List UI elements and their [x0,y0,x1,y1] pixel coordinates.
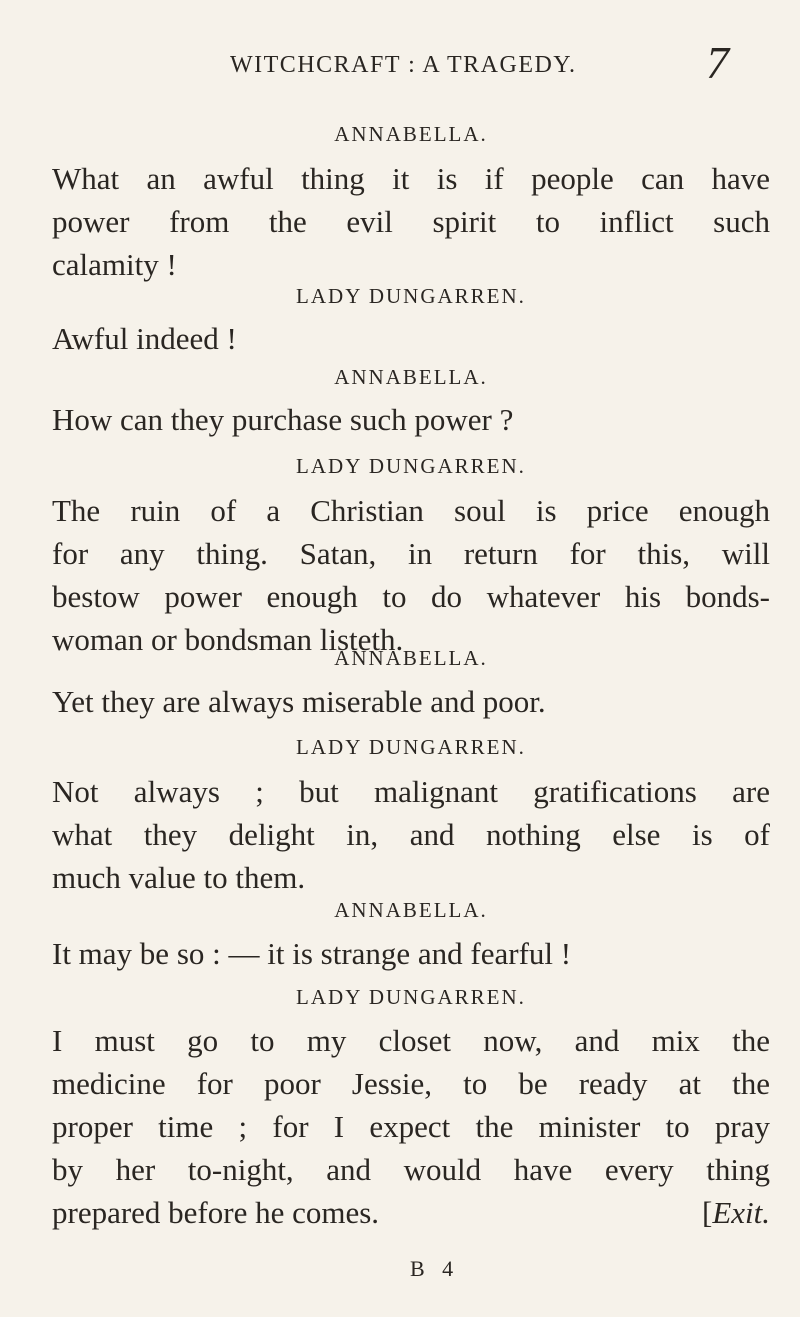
speech-line: The ruin of a Christian soul is price enough [52,493,770,528]
dialogue-block-2 [52,286,770,360]
speech-line: for any thing. Satan, in return for this, will [52,536,770,571]
speech-text [52,680,770,723]
dialogue-block-7 [52,900,770,975]
speech-text [52,398,770,441]
stage-direction: [Exit. [702,1195,770,1230]
speech-line: by her to-night, and would have every thing [52,1152,770,1187]
dialogue-block-5 [52,648,770,723]
speaker-name: LADY DUNGARREN. [296,454,526,478]
dialogue-block-8 [52,987,770,1234]
speech-line [52,1191,770,1234]
speech-line: bestow power enough to do whatever his bonds- [52,579,770,614]
speech-text [52,932,770,975]
speech-line: Yet they are always miserable and poor. [52,684,546,719]
signature-mark: B 4 [410,1256,460,1281]
speech-line: It may be so : — it is strange and fearful ! [52,936,572,971]
speaker-name: ANNABELLA. [334,898,488,922]
speech-text [52,1019,770,1234]
speech-text [52,770,770,899]
speech-line: calamity ! [52,247,177,282]
speech-line: what they delight in, and nothing else is of [52,817,770,852]
speaker-name: ANNABELLA. [334,365,488,389]
speech-line-text: prepared before he comes. [52,1195,380,1230]
speaker-name: ANNABELLA. [334,122,488,146]
speech-line: much value to them. [52,860,306,895]
running-title: WITCHCRAFT : A TRAGEDY. [230,52,577,78]
speech-line: Not always ; but malignant gratifications are [52,774,770,809]
speaker-name: LADY DUNGARREN. [296,735,526,759]
dialogue-block-3 [52,367,770,441]
speaker-name: ANNABELLA. [334,646,488,670]
speech-line: Awful indeed ! [52,321,237,356]
stage-direction-text: Exit. [712,1195,770,1230]
speech-text [52,489,770,661]
dialogue-block-6 [52,737,770,899]
dialogue-block-4 [52,456,770,661]
speech-line: I must go to my closet now, and mix the [52,1023,770,1058]
speech-line: What an awful thing it is if people can have [52,161,770,196]
speech-line: proper time ; for I expect the minister to pray [52,1109,770,1144]
speech-line: woman or bondsman listeth. [52,622,404,657]
speaker-name: LADY DUNGARREN. [296,985,526,1009]
speech-line: How can they purchase such power ? [52,402,514,437]
speaker-name: LADY DUNGARREN. [296,284,526,308]
speech-text [52,317,770,360]
page-number: 7 [706,37,729,88]
speech-text [52,157,770,286]
speech-line: power from the evil spirit to inflict such [52,204,770,239]
speech-line: medicine for poor Jessie, to be ready at the [52,1066,770,1101]
dialogue-block-1 [52,124,770,286]
